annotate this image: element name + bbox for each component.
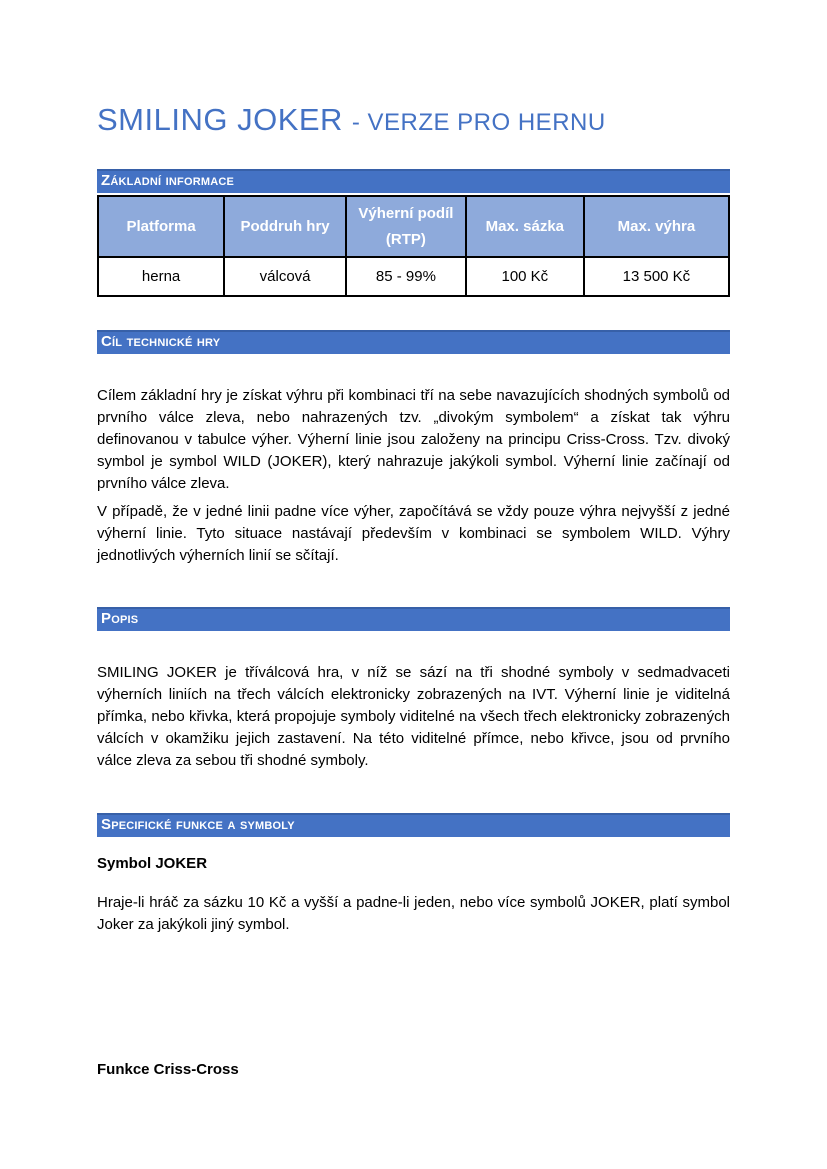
section-heading-label: Cíl technické hry	[101, 333, 221, 350]
document-content	[97, 0, 730, 1081]
section-heading-label: Základní informace	[101, 172, 235, 189]
table-header-poddruh-hry: Poddruh hry	[224, 196, 346, 257]
document-title	[97, 99, 730, 143]
table-header-platforma: Platforma	[98, 196, 224, 257]
paragraph-cil-2: V případě, že v jedné linii padne více výher, započítává se vždy pouze výhra nejvyšší z jedné výherní linie. Tyto situace nastávají především v kombinaci se symbolem WILD. Výhry jednotlivých výherních linií se sčítají.	[97, 503, 730, 564]
table-header-row	[98, 196, 729, 257]
table-header-vyherni-podil-rtp: Výherní podíl (RTP)	[346, 196, 466, 257]
table-header-max-sazka: Max. sázka	[466, 196, 584, 257]
section-heading-cil-technicke-hry	[97, 330, 730, 354]
basic-info-table	[97, 195, 730, 297]
subheading-symbol-joker: Symbol JOKER	[97, 855, 208, 872]
table-cell-platforma: herna	[98, 257, 224, 296]
paragraph-cil-1: Cílem základní hry je získat výhru při kombinaci tří na sebe navazujících shodných symbolů od prvního válce zleva, nebo nahrazených tzv. „divokým symbolem“ a získat tak výhru definovanou v tabulce výher. Výherní linie jsou založeny na principu Criss-Cross. Tzv. divoký symbol je symbol WILD (JOKER), který nahrazuje jakýkoli symbol. Výherní linie začínají od prvního válce zleva.	[97, 387, 730, 492]
title-subtitle: - VERZE PRO HERNU	[351, 109, 606, 136]
section-heading-label: Popis	[101, 610, 139, 627]
title-main: SMILING JOKER	[97, 102, 343, 137]
table-cell-max-vyhra: 13 500 Kč	[584, 257, 729, 296]
table-header-max-vyhra: Max. výhra	[584, 196, 729, 257]
table-cell-poddruh-hry: válcová	[224, 257, 346, 296]
subheading-funkce-criss-cross: Funkce Criss-Cross	[97, 1061, 239, 1078]
paragraph-popis: SMILING JOKER je tříválcová hra, v níž se sází na tři shodné symboly v sedmadvaceti výherních liniích na třech válcích elektronicky zobrazených na IVT. Výherní linie je viditelná přímka, nebo křivka, která propojuje symboly viditelné na všech třech elektronicky zobrazených válcích v okamžiku jejich zastavení. Na této viditelné přímce, nebo křivce, jsou od prvního válce zleva za sebou tři shodné symboly.	[97, 664, 730, 769]
paragraph-symbol-joker: Hraje-li hráč za sázku 10 Kč a vyšší a padne-li jeden, nebo více symbolů JOKER, platí symbol Joker za jakýkoli jiný symbol.	[97, 894, 730, 933]
table-row	[98, 257, 729, 296]
section-heading-zakladni-informace	[97, 169, 730, 193]
section-heading-popis	[97, 607, 730, 631]
table-cell-max-sazka: 100 Kč	[466, 257, 584, 296]
section-heading-specificke-funkce-a-symboly	[97, 813, 730, 837]
table-cell-vyherni-podil: 85 - 99%	[346, 257, 466, 296]
section-heading-label: Specifické funkce a symboly	[101, 816, 295, 833]
